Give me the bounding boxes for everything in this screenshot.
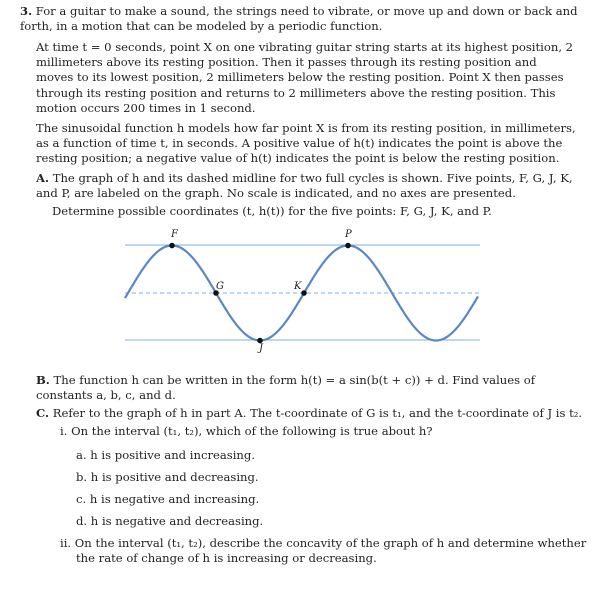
point-f bbox=[169, 243, 175, 249]
point-label-k: K bbox=[294, 281, 302, 292]
part-c-letter: C. bbox=[36, 406, 50, 420]
part-a-letter: A. bbox=[36, 171, 50, 185]
question-stem bbox=[20, 4, 592, 34]
point-p bbox=[345, 243, 351, 249]
part-c bbox=[36, 406, 596, 421]
question-number: 3. bbox=[20, 4, 33, 18]
stem-text: For a guitar to make a sound, the strings need to vibrate, or move up and down or back and forth, in a motion that can be modeled by a periodic function. bbox=[20, 4, 578, 34]
sinusoid-graph bbox=[0, 230, 613, 380]
part-b bbox=[36, 373, 581, 403]
part-c-text: Refer to the graph of h in part A. The t-coordinate of G is t₁, and the t-coordinate of J is t₂. bbox=[52, 406, 583, 420]
part-b-letter: B. bbox=[36, 373, 50, 387]
point-label-p: P bbox=[345, 229, 352, 240]
part-b-text: The function h can be written in the form h(t) = a sin(b(t + c)) + d. Find values of constants a, b, c, and d. bbox=[36, 373, 536, 403]
option-b: b. h is positive and decreasing. bbox=[76, 470, 259, 484]
option-a: a. h is positive and increasing. bbox=[76, 448, 256, 462]
part-a-text: The graph of h and its dashed midline for two full cycles is shown. Five points, F, G, J, K, and P, are labeled on the graph. No scale is indicated, and no axes are presented. bbox=[36, 171, 573, 201]
point-label-f: F bbox=[171, 229, 178, 240]
part-c-ii-line-1: ii. On the interval (t₁, t₂), describe the concavity of the graph of h and determine whether bbox=[60, 536, 587, 550]
context-paragraph-1: At time t = 0 seconds, point X on one vibrating guitar string starts at its highest position, 2 millimeters above its resting position. Then it passes through its resting position and moves to its lowest position, 2 millimeters below the resting position. Point X then passes through its resting position and returns to 2 millimeters above the resting position. This motion occurs 200 times in 1 second. bbox=[36, 40, 574, 115]
point-label-g: G bbox=[216, 281, 224, 292]
option-c: c. h is negative and increasing. bbox=[76, 492, 260, 506]
part-c-i: i. On the interval (t₁, t₂), which of the following is true about h? bbox=[60, 424, 433, 438]
point-k bbox=[301, 290, 307, 296]
context-paragraph-2: The sinusoidal function h models how far point X is from its resting position, in millimeters, as a function of time t, in seconds. A positive value of h(t) indicates the point is above the resting position; a negative value of h(t) indicates the point is below the resting position. bbox=[36, 121, 576, 166]
part-a bbox=[36, 171, 581, 201]
point-label-j: J bbox=[259, 343, 264, 354]
option-d: d. h is negative and decreasing. bbox=[76, 514, 264, 528]
part-a-task: Determine possible coordinates (t, h(t)) for the five points: F, G, J, K, and P. bbox=[52, 204, 492, 218]
part-c-ii-line-2: the rate of change of h is increasing or decreasing. bbox=[76, 551, 377, 565]
